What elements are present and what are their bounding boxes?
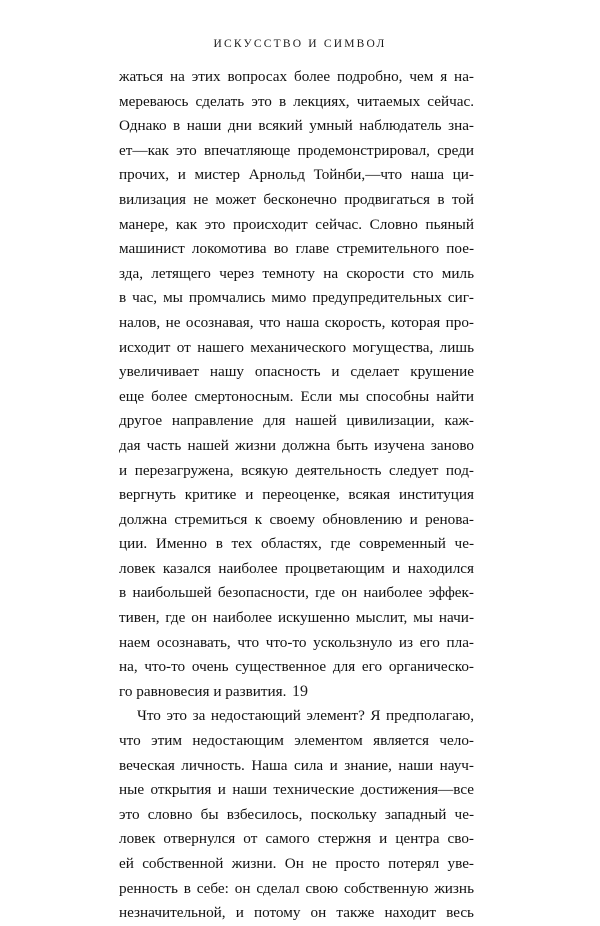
text-line: еще более смертоносным. Если мы способны найти bbox=[119, 387, 474, 405]
text-line: вилизация не может бесконечно продвигаться в той bbox=[119, 190, 474, 208]
page-number: 19 bbox=[292, 683, 308, 700]
text-line: ловек отвернулся от самого стержня и центра сво- bbox=[119, 830, 474, 848]
text-line: налов, не осознавая, что наша скорость, которая про- bbox=[119, 313, 474, 331]
text-line: Что это за недостающий элемент? Я предполагаю, bbox=[137, 707, 474, 725]
text-line: вергнуть критике и переоценке, всякая институция bbox=[119, 486, 474, 504]
text-line: машинист локомотива во главе стремительного пое- bbox=[119, 240, 474, 258]
text-line: ет—как это впечатляюще продемонстрировал, среди bbox=[119, 141, 474, 159]
text-line: исходит от нашего механического могущества, лишь bbox=[119, 338, 474, 356]
text-line: веческая личность. Наша сила и знание, наши науч- bbox=[119, 756, 474, 774]
body-text bbox=[119, 65, 474, 926]
paragraph-2 bbox=[119, 704, 474, 925]
text-line: зда, летящего через темноту на скорости сто миль bbox=[119, 264, 474, 282]
text-line: мереваюсь сделать это в лекциях, читаемых сейчас. bbox=[119, 92, 474, 110]
text-line: тивен, где он наиболее искушенно мыслит, мы начи- bbox=[119, 609, 474, 627]
text-line: другое направление для нашей цивилизации, каж- bbox=[119, 412, 474, 430]
text-line: наем осознавать, что что-то ускользнуло из его пла- bbox=[119, 633, 474, 651]
text-line: Однако в наши дни всякий умный наблюдатель зна- bbox=[119, 117, 474, 135]
text-line: должна стремиться к своему обновлению и ренова- bbox=[119, 510, 474, 528]
paragraph-1 bbox=[119, 65, 474, 704]
text-line: ции. Именно в тех областях, где современный че- bbox=[119, 535, 474, 553]
text-line: ные открытия и наши технические достижения—все bbox=[119, 781, 474, 799]
text-line: это словно бы взбесилось, поскольку западный че- bbox=[119, 805, 474, 823]
text-line: в час, мы промчались мимо предупредительных сиг- bbox=[119, 289, 474, 307]
text-line: манере, как это происходит сейчас. Словно пьяный bbox=[119, 215, 474, 233]
text-line: в наибольшей безопасности, где он наиболее эффек- bbox=[119, 584, 474, 602]
text-line: незначительной, и потому он также находит весь bbox=[119, 904, 474, 922]
text-line: на, что-то очень существенное для его органическо- bbox=[119, 658, 474, 676]
text-line: прочих, и мистер Арнольд Тойнби,—что наша ци- bbox=[119, 166, 474, 184]
text-line: го равновесия и развития. bbox=[119, 682, 287, 700]
text-line: жаться на этих вопросах более подробно, чем я на- bbox=[119, 68, 474, 85]
text-line: дая часть нашей жизни должна быть изучена заново bbox=[119, 436, 474, 454]
text-line: ренность в себе: он сделал свою собственную жизнь bbox=[119, 879, 474, 897]
text-line: увеличивает нашу опасность и сделает крушение bbox=[119, 363, 474, 381]
text-line: и перезагружена, всякую деятельность следует под- bbox=[119, 461, 474, 479]
text-line: что этим недостающим элементом является чело- bbox=[119, 732, 474, 750]
text-line: ей собственной жизни. Он не просто потерял уве- bbox=[119, 855, 474, 872]
running-head-title: ИСКУССТВО И СИМВОЛ bbox=[213, 38, 387, 50]
text-line: ловек казался наиболее процветающим и находился bbox=[119, 559, 474, 577]
